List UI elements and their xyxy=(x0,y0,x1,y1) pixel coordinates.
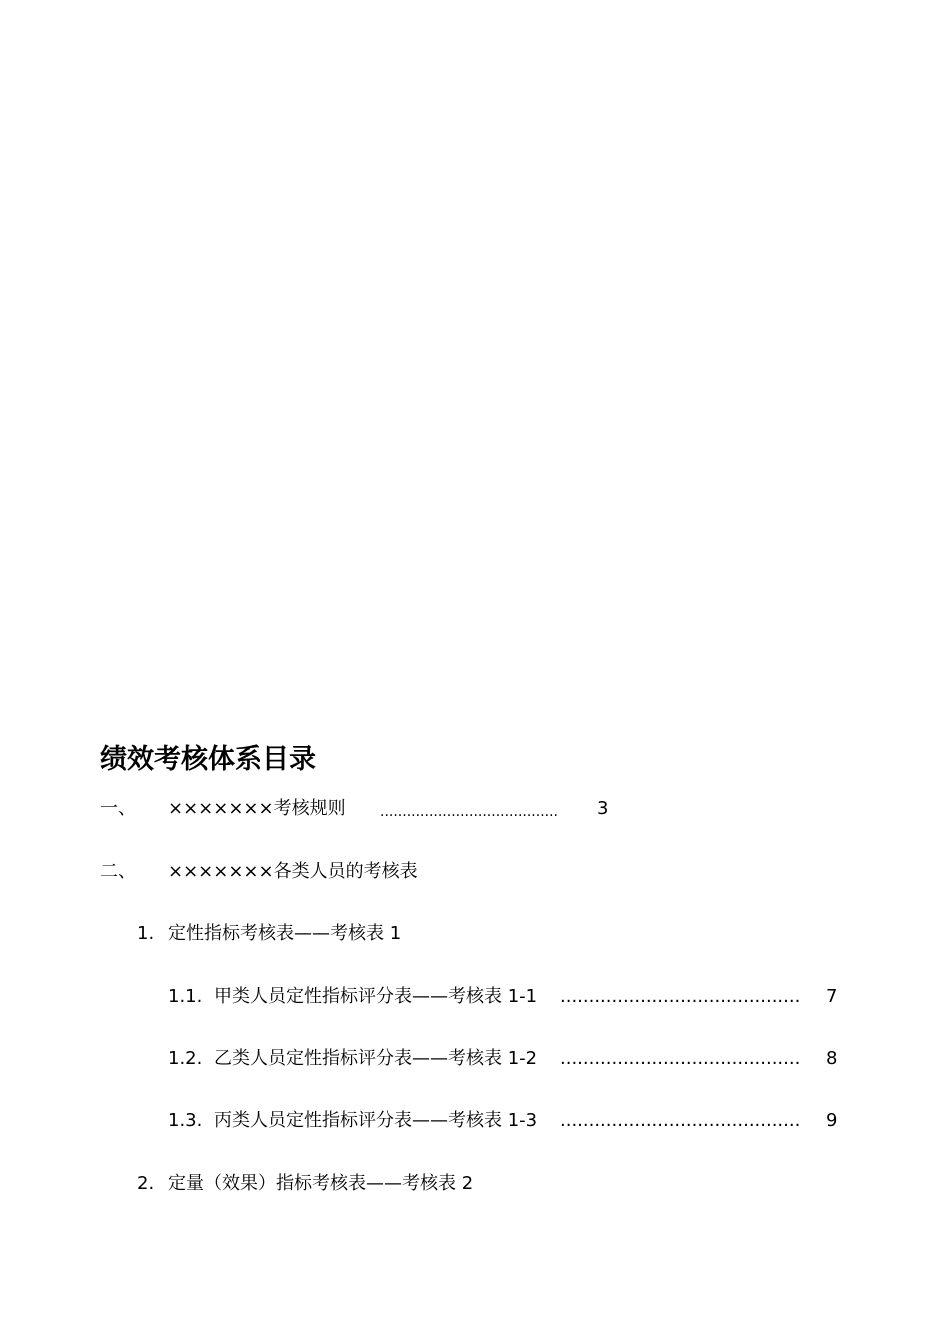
toc-entry-number: 一、 xyxy=(100,798,136,819)
toc-entry-number: 1.2. xyxy=(168,1048,203,1069)
toc-entry-text: 乙类人员定性指标评分表——考核表 1-2 xyxy=(214,1048,538,1069)
toc-entry-text: 丙类人员定性指标评分表——考核表 1-3 xyxy=(214,1110,538,1131)
toc-entry-leader: .......................................... xyxy=(560,986,801,1007)
toc-title: 绩效考核体系目录 xyxy=(100,744,316,775)
toc-entry-number: 1.3. xyxy=(168,1110,203,1131)
toc-entry-text: 甲类人员定性指标评分表——考核表 1-1 xyxy=(214,986,538,1007)
toc-entry-leader: .......................................... xyxy=(560,1110,801,1131)
toc-entry-text: 定性指标考核表——考核表 1 xyxy=(168,923,402,944)
toc-entry-text: ×××××××各类人员的考核表 xyxy=(168,861,418,882)
toc-entry-page-number: 9 xyxy=(826,1110,838,1131)
toc-entry-page-number: 8 xyxy=(826,1048,838,1069)
toc-entry-text: 定量（效果）指标考核表——考核表 2 xyxy=(168,1173,474,1194)
toc-entry-leader: ........................................ xyxy=(380,804,559,820)
toc-entry-leader: .......................................... xyxy=(560,1048,801,1069)
toc-entry-text: ×××××××考核规则 xyxy=(168,798,346,819)
toc-entry-number: 2. xyxy=(137,1173,155,1194)
toc-entry-number: 二、 xyxy=(100,861,136,882)
toc-entry-number: 1.1. xyxy=(168,986,203,1007)
toc-entry-number: 1. xyxy=(137,923,155,944)
toc-entry-page-number: 3 xyxy=(597,798,609,819)
toc-entry-page-number: 7 xyxy=(826,986,838,1007)
